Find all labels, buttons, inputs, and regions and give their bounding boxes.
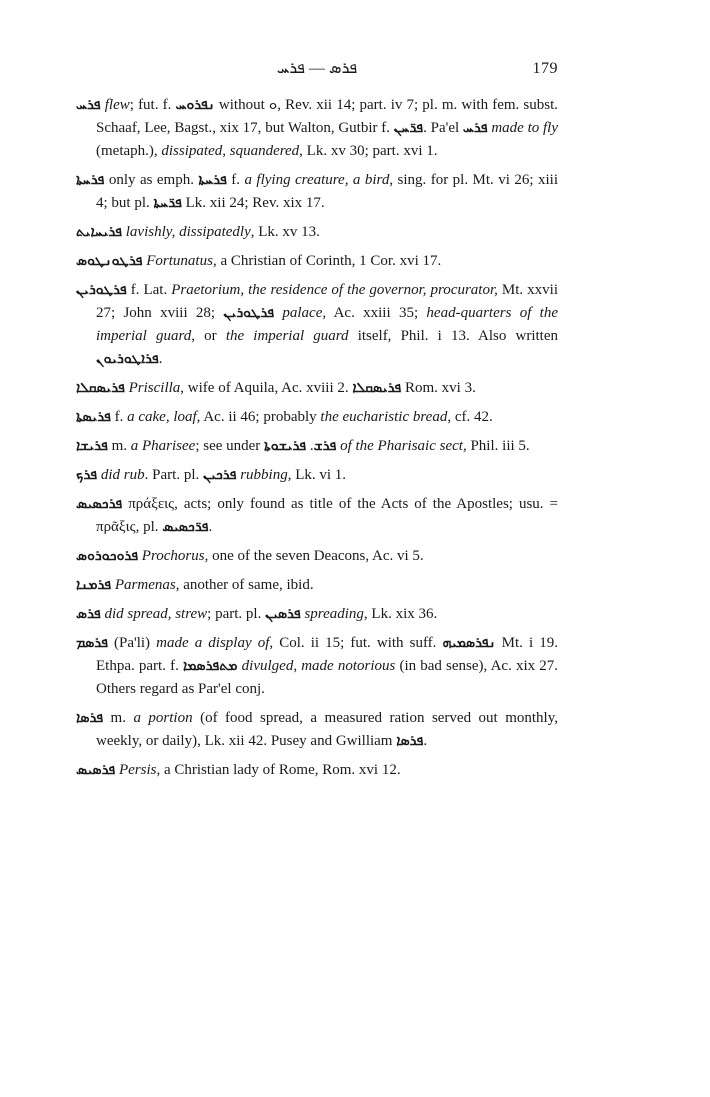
entry-text: (metaph.), (96, 143, 162, 159)
entry-text: . Pa'el (423, 120, 463, 136)
syriac-form: ܦܪܣܐ (396, 733, 424, 749)
headword: ܦܪܣܡ (76, 635, 108, 651)
running-head: ܦܪܣ — ܦܪܚ (276, 60, 358, 77)
headword: ܦܪܣܐ (76, 710, 104, 726)
entry-text: πράξεις, acts; only found as title of the Acts of the Apostles; usu. = πρᾶξις, pl. (96, 496, 558, 535)
gloss: of the Pharisaic sect (340, 438, 463, 454)
headword: ܦܪܡܢܐ (76, 577, 112, 593)
syriac-form: ܦܪܛܘܪܝܢ (223, 305, 275, 321)
entry-parmenas (76, 574, 558, 597)
entry-text: , Lk. xix 36. (363, 606, 438, 622)
syriac-form: ܦܪ̈ܚܢ (393, 120, 424, 136)
entry-text: , Lk. vi 1. (287, 467, 347, 483)
gloss: Persis (118, 762, 157, 778)
gloss: the imperial guard (225, 328, 349, 344)
syriac-form: ܡܬܦܪܣܡܐ (182, 658, 238, 674)
syriac-form: ܦܪܝܫܘܬܐ (264, 438, 307, 454)
entry-text: (in bad sense), Ac. xix 27. Others regard as Par'el conj. (96, 658, 559, 697)
gloss: lavishly, dissipatedly (125, 224, 251, 240)
syriac-form: ܦܪܚ (462, 120, 488, 136)
gloss: did rub (100, 467, 145, 483)
headword: ܦܪܣ (76, 606, 101, 622)
entry-text: . Part. pl. (144, 467, 203, 483)
headword: ܦܪܝܚܐܝܬ (76, 224, 123, 240)
gloss: made a display of (156, 635, 270, 651)
entry-text: , another of same, ibid. (175, 577, 314, 593)
entry-prochorus (76, 545, 558, 568)
entry-text: , Ac. xxiii 35; (322, 305, 427, 321)
entry-fortunatus (76, 250, 558, 273)
entry-text: without ܘ, Rev. xii 14; part. iv 7; pl. m. with fem. subst. Schaaf, Lee, Bagst., xix 17, but Walton, Gutbir f. (96, 97, 559, 136)
entry-text: itself, Phil. i 13. Also written (348, 328, 559, 344)
entry-text: f. (226, 172, 245, 188)
headword: ܦܪܟܣܝܣ (76, 496, 123, 512)
syriac-form: ܦܪܚܬܐ (198, 172, 227, 188)
entry-text: ; fut. f. (129, 97, 176, 113)
entry-text: . (306, 438, 314, 454)
entry-text: Rom. xvi 3. (401, 380, 476, 396)
gloss: Priscilla (128, 380, 181, 396)
entry-text: , Phil. iii 5. (462, 438, 530, 454)
entry-text: Lk. xii 24; Rev. xix 17. (181, 195, 325, 211)
gloss: Prochorus (141, 548, 205, 564)
entry-text: f. Lat. (126, 282, 172, 298)
entry-portion (76, 707, 558, 753)
entry-text: (Pa'li) (107, 635, 157, 651)
page-number: 179 (532, 60, 558, 77)
entry-text: . (158, 351, 163, 367)
entry-text: ; part. pl. (207, 606, 266, 622)
headword: ܦܪܝܣܩܠܐ (76, 380, 125, 396)
gloss: did spread, strew (104, 606, 208, 622)
gloss: Praetorium, the residence of the governor, procurator, (171, 282, 498, 298)
gloss: palace (282, 305, 323, 321)
entry-text: , Lk. xv 30; part. xvi 1. (299, 143, 438, 159)
headword: ܦܪܣܝܣ (76, 762, 116, 778)
gloss: a cake, loaf (127, 409, 197, 425)
gloss: divulged, made notorious (241, 658, 396, 674)
entry-text: , Ac. ii 46; probably (196, 409, 321, 425)
entry-text: m. (103, 710, 134, 726)
headword: ܦܪܛܘܪܝܢ (76, 282, 127, 298)
entry-list (76, 94, 558, 788)
gloss: a portion (133, 710, 193, 726)
syriac-form: ܦܪܣܝܢ (265, 606, 301, 622)
entry-flew (76, 94, 558, 163)
entry-text: , a Christian lady of Rome, Rom. xvi 12. (156, 762, 401, 778)
entry-text: , cf. 42. (447, 409, 493, 425)
entry-spread (76, 603, 558, 626)
entry-text: , one of the seven Deacons, Ac. vi 5. (204, 548, 424, 564)
entry-text: . (208, 519, 213, 535)
entry-text: , or (191, 328, 226, 344)
entry-text: (of food spread, a measured ration served out monthly, weekly, or daily), Lk. xii 42. Pusey and Gwilliam (96, 710, 558, 749)
gloss: a Pharisee (130, 438, 196, 454)
entry-text: , a Christian of Corinth, 1 Cor. xvi 17. (212, 253, 442, 269)
entry-cake (76, 406, 558, 429)
entry-text: m. (107, 438, 131, 454)
syriac-form: ܢܦܪܣܡܝܗ (442, 635, 496, 651)
gloss: made to fly (491, 120, 558, 136)
syriac-form: ܦܪܝܣܩܠܐ (352, 380, 402, 396)
syriac-form: ܦܪܐܛܘܪܝܘܢ (96, 351, 159, 367)
entry-bird (76, 169, 558, 215)
entry-persis (76, 759, 558, 782)
gloss: a flying creature, a bird (244, 172, 390, 188)
entry-display (76, 632, 558, 701)
entry-acts (76, 493, 558, 539)
page-header (76, 60, 558, 84)
syriac-form: ܦܪܫ (313, 438, 337, 454)
entry-text: Mt. xxvii 27; John xviii 28; (96, 282, 559, 321)
entry-text: . (423, 733, 428, 749)
syriac-form: ܦܪ̈ܟܣܝܣ (162, 519, 209, 535)
headword: ܦܪܝܣܬܐ (76, 409, 111, 425)
gloss: Fortunatus (146, 253, 213, 269)
headword: ܦܪܝܫܐ (76, 438, 108, 454)
entry-priscilla (76, 377, 558, 400)
entry-text: only as emph. (104, 172, 199, 188)
entry-pharisee (76, 435, 558, 458)
entry-text: f. (110, 409, 128, 425)
entry-praetorium (76, 279, 558, 371)
headword: ܦܪܚܬܐ (76, 172, 105, 188)
entry-text: , Lk. xv 13. (250, 224, 320, 240)
gloss: dissipated, squandered (161, 143, 300, 159)
syriac-form: ܦܪ̈ܚܬܐ (153, 195, 182, 211)
entry-text: Mt. i 19. Ethpa. part. f. (96, 635, 558, 674)
gloss: rubbing (240, 467, 288, 483)
entry-text: , sing. for pl. Mt. vi 26; xiii 4; but pl. (96, 172, 558, 211)
gloss: spreading (304, 606, 364, 622)
gloss: Parmenas (114, 577, 176, 593)
entry-text: , wife of Aquila, Ac. xviii 2. (180, 380, 353, 396)
gloss: the eucharistic bread (320, 409, 448, 425)
gloss: head-quarters of the imperial guard (96, 305, 559, 344)
headword: ܦܪܘܟܘܪܘܣ (76, 548, 139, 564)
entry-rub (76, 464, 558, 487)
gloss: flew (104, 97, 130, 113)
entry-lavishly (76, 221, 558, 244)
syriac-form: ܦܪܟܝܢ (203, 467, 237, 483)
headword: ܦܪܚ (76, 97, 101, 113)
headword: ܦܪܟ (76, 467, 98, 483)
syriac-form: ܢܦܪܘܚ (175, 97, 215, 113)
headword: ܦܪܛܘܢܛܘܣ (76, 253, 143, 269)
entry-text: , Col. ii 15; fut. with suff. (269, 635, 443, 651)
entry-text: ; see under (195, 438, 265, 454)
